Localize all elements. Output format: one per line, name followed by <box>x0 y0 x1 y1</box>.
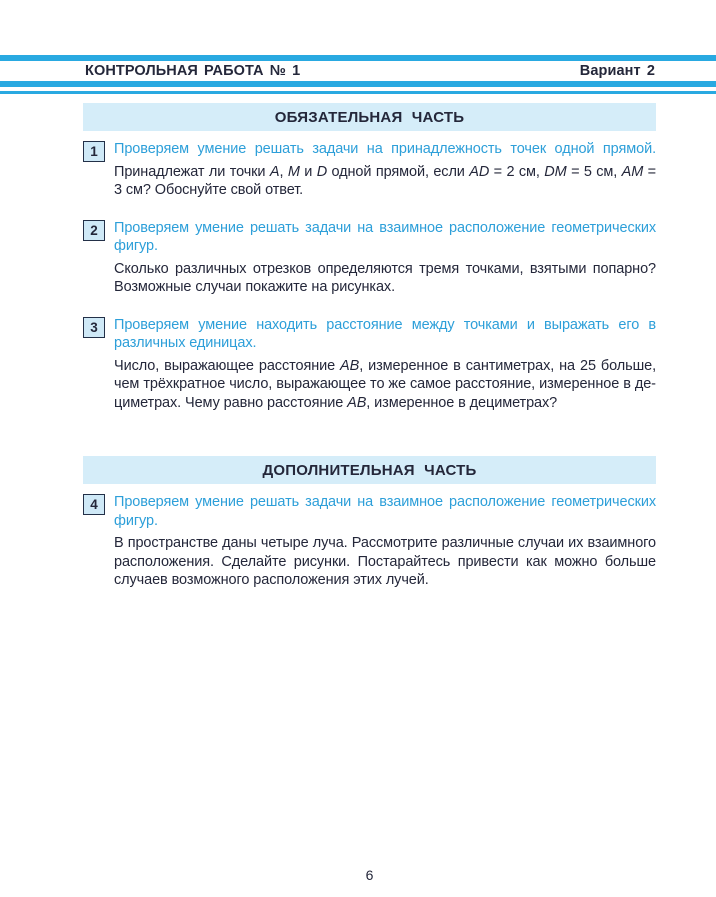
section-banner-mandatory <box>83 103 656 131</box>
task-number-badge: 4 <box>83 494 105 515</box>
task-skill-title: Проверяем умение решать задачи на взаимное расположение геометрических фигур. <box>114 494 656 529</box>
middle-rule <box>0 81 716 87</box>
variant-label: Вариант 2 <box>579 63 655 79</box>
task-2 <box>83 219 656 297</box>
page-content <box>83 103 656 590</box>
task-text-block <box>114 493 656 590</box>
section-banner-label: ДОПОЛНИТЕЛЬНАЯ ЧАСТЬ <box>262 461 477 479</box>
task-4 <box>83 493 656 590</box>
section-banner-additional <box>83 456 656 484</box>
page-number: 6 <box>365 867 374 883</box>
thin-rule <box>0 91 716 94</box>
task-text-block <box>114 140 656 200</box>
task-1 <box>83 140 656 200</box>
task-skill-title: Проверяем умение решать задачи на взаимное расположение геометрических фигур. <box>114 219 656 254</box>
task-body: Сколько различных отрезков определяются тремя точками, взятыми попарно? Возможные случаи покажите на рисунках. <box>114 260 656 295</box>
task-body: Принадлежат ли точки A, M и D одной прямой, если AD = 2 см, DM = 5 см, AM = 3 см? Обоснуйте свой ответ. <box>114 163 657 198</box>
section-banner-label: ОБЯЗАТЕЛЬНАЯ ЧАСТЬ <box>274 108 465 126</box>
task-skill-title: Проверяем умение находить расстояние между точками и выражать его в различных единицах. <box>114 316 656 351</box>
task-text-block <box>114 219 656 297</box>
task-body: В пространстве даны четыре луча. Рассмотрите различные случаи их взаимного расположения. Сделайте рисунки. Постарайтесь привести как можно больше случаев возможного расположения этих лучей. <box>114 535 656 588</box>
task-text-block <box>114 316 656 413</box>
task-number-badge: 1 <box>83 141 105 162</box>
page-header <box>85 61 655 81</box>
task-skill-title: Проверяем умение решать задачи на принадлежность точек одной прямой. <box>114 141 656 157</box>
task-number-badge: 2 <box>83 220 105 241</box>
task-number-badge: 3 <box>83 317 105 338</box>
task-3 <box>83 316 656 413</box>
task-body: Число, выражающее расстояние AB, измеренное в сантиметрах, на 25 больше, чем трёхкратное число, выражающее то же самое расстояние, измеренное в дециметрах. Чему равно расстояние AB, измеренное в дециметрах? <box>114 357 656 411</box>
header-title: КОНТРОЛЬНАЯ РАБОТА № 1 <box>85 63 301 79</box>
